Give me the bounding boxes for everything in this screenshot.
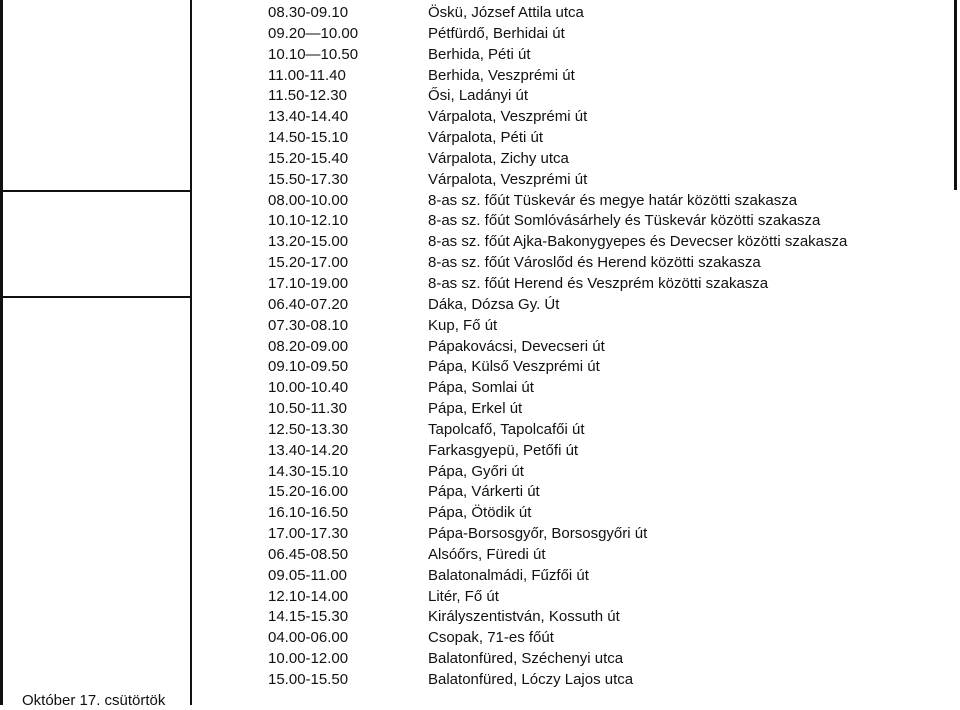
location-cell: Pápa-Borsosgyőr, Borsosgyőri út [428, 525, 648, 543]
table-row [268, 252, 958, 273]
time-cell: 16.10-16.50 [268, 504, 349, 522]
table-row [268, 106, 958, 127]
table-row [268, 85, 958, 106]
location-cell: Öskü, József Attila utca [428, 4, 584, 21]
time-cell: 13.20-15.00 [268, 233, 349, 251]
table-row [268, 273, 958, 294]
location-cell: Várpalota, Péti út [428, 129, 544, 147]
location-cell: Pápa, Győri út [428, 462, 524, 480]
time-cell: 06.40-07.20 [268, 295, 349, 313]
table-row [268, 398, 958, 419]
table-row [268, 606, 958, 627]
table-row [268, 523, 958, 544]
time-cell: 14.15-15.30 [268, 608, 349, 626]
table-row [268, 190, 958, 211]
location-cell: Balatonfüred, Széchenyi utca [428, 650, 624, 668]
location-cell: Tapolcafő, Tapolcafői út [428, 420, 585, 438]
location-cell: 8-as sz. főút Tüskevár és megye határ közötti szakasza [428, 191, 798, 209]
table-row [268, 23, 958, 44]
time-cell: 08.30-09.10 [268, 4, 349, 21]
location-cell: Berhida, Péti út [428, 45, 531, 63]
group-divider [0, 296, 191, 298]
location-cell: Dáka, Dózsa Gy. Út [428, 295, 560, 313]
table-row [268, 336, 958, 357]
time-cell: 13.40-14.20 [268, 441, 349, 459]
time-cell: 06.45-08.50 [268, 545, 349, 563]
time-cell: 17.00-17.30 [268, 525, 349, 543]
table-row [268, 231, 958, 252]
time-cell: 15.20-16.00 [268, 483, 349, 501]
time-cell: 12.50-13.30 [268, 420, 349, 438]
location-cell: Ősi, Ladányi út [428, 87, 529, 105]
time-cell: 10.00-12.00 [268, 650, 349, 668]
time-cell: 14.30-15.10 [268, 462, 349, 480]
location-cell: Litér, Fő út [428, 587, 499, 605]
table-row [268, 377, 958, 398]
table-row [268, 210, 958, 231]
table-row [268, 481, 958, 502]
table-row [268, 502, 958, 523]
location-cell: 8-as sz. főút Városlőd és Herend közötti szakasza [428, 254, 761, 272]
location-cell: Várpalota, Veszprémi út [428, 108, 588, 126]
time-cell: 14.50-15.10 [268, 129, 349, 147]
table-row [268, 169, 958, 190]
table-row [268, 65, 958, 86]
table-row [268, 148, 958, 169]
location-cell: Pápa, Külső Veszprémi út [428, 358, 600, 376]
time-cell: 11.00-11.40 [268, 66, 346, 84]
table-border-left [0, 0, 3, 705]
location-cell: Berhida, Veszprémi út [428, 66, 575, 84]
time-cell: 15.20-17.00 [268, 254, 349, 272]
table-row [268, 627, 958, 648]
table-row [268, 44, 958, 65]
location-cell: 8-as sz. főút Herend és Veszprém közötti szakasza [428, 274, 769, 292]
location-cell: 8-as sz. főút Somlóvásárhely és Tüskevár közötti szakasza [428, 212, 821, 230]
time-cell: 09.05-11.00 [268, 566, 347, 584]
time-cell: 08.00-10.00 [268, 191, 349, 209]
location-cell: Csopak, 71-es főút [428, 629, 554, 647]
table-row [268, 669, 958, 690]
location-cell: Királyszentistván, Kossuth út [428, 608, 620, 626]
location-cell: Pápakovácsi, Devecseri út [428, 337, 605, 355]
day-label: Október 17. csütörtök [22, 692, 166, 709]
group-divider [0, 190, 191, 192]
time-cell: 11.50-12.30 [268, 87, 347, 105]
location-cell: Farkasgyepü, Petőfi út [428, 441, 579, 459]
location-cell: Várpalota, Veszprémi út [428, 170, 588, 188]
time-cell: 04.00-06.00 [268, 629, 349, 647]
time-cell: 10.00-10.40 [268, 379, 349, 397]
table-row [268, 294, 958, 315]
schedule-table [268, 2, 958, 690]
location-cell: Pápa, Várkerti út [428, 483, 540, 501]
table-row [268, 440, 958, 461]
time-cell: 13.40-14.40 [268, 108, 349, 126]
location-cell: Pápa, Somlai út [428, 379, 534, 397]
location-cell: Kup, Fő út [428, 316, 498, 334]
table-row [268, 419, 958, 440]
time-cell: 09.20—10.00 [268, 24, 359, 42]
time-cell: 15.50-17.30 [268, 170, 349, 188]
location-cell: Balatonalmádi, Fűzfői út [428, 566, 589, 584]
location-cell: 8-as sz. főút Ajka-Bakonygyepes és Devecser közötti szakasza [428, 233, 848, 251]
table-row [268, 356, 958, 377]
table-border-column [190, 0, 192, 705]
time-cell: 07.30-08.10 [268, 316, 349, 334]
time-cell: 08.20-09.00 [268, 337, 349, 355]
time-cell: 15.20-15.40 [268, 149, 349, 167]
table-row [268, 2, 958, 23]
time-cell: 12.10-14.00 [268, 587, 349, 605]
location-cell: Balatonfüred, Lóczy Lajos utca [428, 671, 634, 688]
time-cell: 15.00-15.50 [268, 671, 349, 688]
table-row [268, 127, 958, 148]
time-cell: 17.10-19.00 [268, 274, 349, 292]
table-row [268, 648, 958, 669]
location-cell: Alsóőrs, Füredi út [428, 545, 546, 563]
location-cell: Pétfürdő, Berhidai út [428, 24, 565, 42]
table-row [268, 461, 958, 482]
table-row [268, 315, 958, 336]
table-row [268, 586, 958, 607]
time-cell: 10.50-11.30 [268, 400, 347, 418]
table-row [268, 544, 958, 565]
time-cell: 09.10-09.50 [268, 358, 349, 376]
table-row [268, 565, 958, 586]
location-cell: Pápa, Ötödik út [428, 504, 532, 522]
location-cell: Várpalota, Zichy utca [428, 149, 569, 167]
time-cell: 10.10—10.50 [268, 45, 359, 63]
time-cell: 10.10-12.10 [268, 212, 349, 230]
location-cell: Pápa, Erkel út [428, 400, 523, 418]
